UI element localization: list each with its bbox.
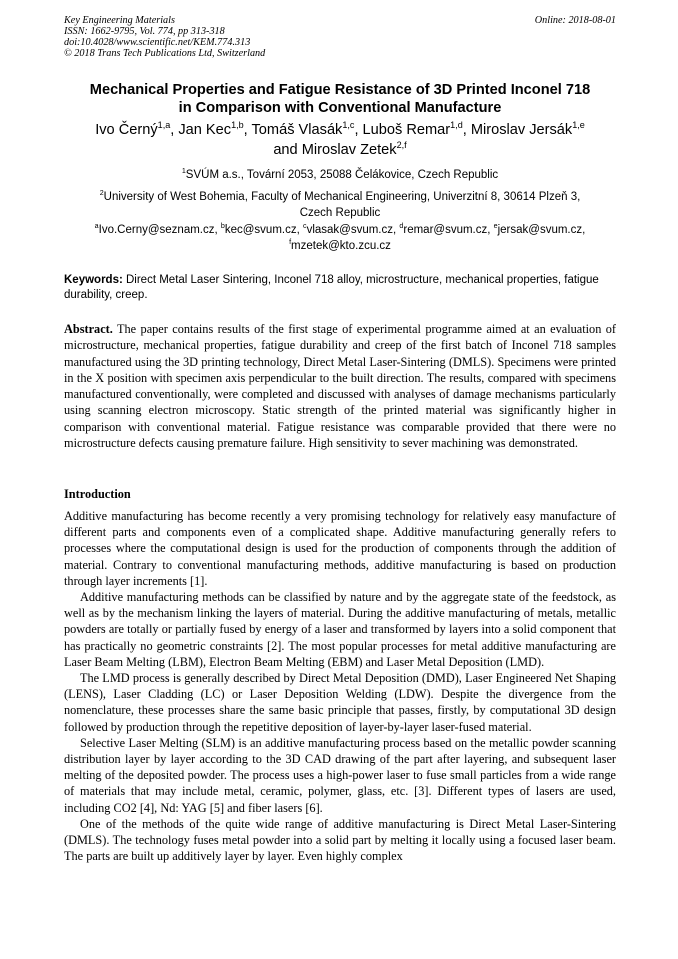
email-mark: c bbox=[303, 222, 307, 231]
title-line-2: in Comparison with Conventional Manufacture bbox=[178, 99, 502, 116]
affiliation-2 bbox=[64, 189, 616, 221]
author-separator: , bbox=[243, 122, 252, 138]
author-list bbox=[64, 120, 616, 160]
keywords-label: Keywords: bbox=[64, 274, 123, 286]
author-name: Miroslav Zetek bbox=[301, 142, 397, 158]
copyright-line: © 2018 Trans Tech Publications Ltd, Switzerland bbox=[64, 48, 266, 59]
paper-title bbox=[64, 82, 616, 117]
issn-line: ISSN: 1662-9795, Vol. 774, pp 313-318 bbox=[64, 26, 225, 37]
author-name: Miroslav Jersák bbox=[470, 122, 573, 138]
affiliation-2-line-2: Czech Republic bbox=[299, 207, 381, 219]
affiliation-text: University of West Bohemia, Faculty of Mechanical Engineering, Univerzitní 8, 30614 Plzeň 3, bbox=[103, 191, 581, 203]
email-address: vlasak@svum.cz, bbox=[306, 224, 400, 236]
affiliation-mark: 2 bbox=[99, 189, 104, 198]
affiliation-text: SVÚM a.s., Tovární 2053, 25088 Čelákovice, Czech Republic bbox=[185, 169, 499, 181]
introduction-body bbox=[64, 508, 616, 864]
author-name: Tomáš Vlasák bbox=[251, 122, 343, 138]
email-mark: f bbox=[289, 238, 292, 247]
journal-name: Key Engineering Materials bbox=[64, 15, 175, 26]
email-line-2 bbox=[64, 238, 616, 254]
paragraph: Additive manufacturing methods can be classified by nature and by the aggregate state of the feedstock, as well as by the mechanism linking the layers of material. During the additive manufacturing of metals, metallic powders are totally or partially fused by energy of a laser and transformed by layers into a solid component that has practically no geometric constraints [2]. The most popular processes for metal additive manufacturing are Laser Beam Melting (LBM), Electron Beam Melting (EBM) and Laser Metal Deposition (LMD). bbox=[64, 590, 616, 669]
paragraph: The LMD process is generally described by Direct Metal Deposition (DMD), Laser Engineered Net Shaping (LENS), Laser Cladding (LC) or Laser Deposition Welding (LDW). Despite the divergence from the nomenclature, these processes share the same basic principle that passes, firstly, by computational 3D design followed by production through the repetitive deposition of layer-by-layer laser-fused material. bbox=[64, 671, 616, 734]
email-address: remar@svum.cz, bbox=[403, 224, 494, 236]
paragraph: Selective Laser Melting (SLM) is an additive manufacturing process based on the metallic powder scanning distribution layer by layer according to the 3D CAD drawing of the part after layering, and subsequent laser melting of the deposited powder. The process uses a high-power laser to fuse small particles from a wide range of materials that may include metal, ceramic, polymer, glass, etc. [3]. Different types of lasers are used, including CO2 [4], Nd: YAG [5] and fiber lasers [6]. bbox=[64, 735, 616, 815]
author-affil-mark: 1,a bbox=[157, 120, 171, 131]
email-list bbox=[64, 222, 616, 254]
affiliation-2-line-1 bbox=[64, 189, 616, 205]
author-affil-mark: 2,f bbox=[396, 140, 407, 151]
paragraph: One of the methods of the quite wide range of additive manufacturing is Direct Metal Laser-Sintering (DMLS). The technology fuses metal powder into a solid part by melting it locally using a focused laser beam. The parts are built up additively layer by layer. Even highly complex bbox=[64, 816, 616, 864]
email-mark: e bbox=[493, 222, 498, 231]
paragraph: Additive manufacturing has become recently a very promising technology for relatively easy manufacture of different parts and components even of a complicated shape. Additive manufacturing generally refers to processes where the computational design is used for the production of components through the addition of material. Contrary to conventional manufacturing methods, additive manufacturing is based on production through layer increments [1]. bbox=[64, 509, 616, 588]
abstract-block bbox=[64, 321, 616, 451]
abstract-text: The paper contains results of the first stage of experimental programme aimed at an evaluation of microstructure, mechanical properties, fatigue durability and creep of the first batch of Inconel 718 samples manufactured using the 3D printing technology, Direct Metal Laser-Sintering (DMLS). Specimens were printed in the X position with specimen axis perpendicular to the built direction. The results, compared with specimens manufactured conventionally, were completed and discussed with analyses of damage mechanisms particularly using scanning electron microscopy. Static strength of the printed material was significantly higher in comparison with conventional material. Fatigue resistance was comparable provided that there were no microstructure defects causing premature failure. High sensitivity to sever machining was demonstrated. bbox=[64, 322, 616, 450]
author-separator: , bbox=[462, 122, 471, 138]
keywords-text: Direct Metal Laser Sintering, Inconel 718 alloy, microstructure, mechanical properties, fatigue durability, creep. bbox=[64, 274, 599, 301]
affiliation-1 bbox=[64, 167, 616, 183]
online-date: Online: 2018-08-01 bbox=[534, 15, 616, 26]
email-address: mzetek@kto.zcu.cz bbox=[291, 240, 391, 252]
author-affil-mark: 1,d bbox=[450, 120, 463, 131]
email-mark: b bbox=[220, 222, 225, 231]
affiliation-mark: 1 bbox=[181, 167, 186, 176]
author-separator: , bbox=[170, 122, 179, 138]
email-line-1 bbox=[64, 222, 616, 238]
running-header bbox=[64, 15, 616, 59]
author-line-1 bbox=[64, 120, 616, 140]
author-and: and bbox=[273, 142, 302, 158]
email-mark: d bbox=[399, 222, 404, 231]
author-line-2 bbox=[64, 140, 616, 160]
doi-line: doi:10.4028/www.scientific.net/KEM.774.313 bbox=[64, 37, 251, 48]
section-heading-introduction: Introduction bbox=[64, 487, 131, 501]
author-affil-mark: 1,b bbox=[231, 120, 244, 131]
abstract-label: Abstract. bbox=[64, 322, 113, 336]
author-affil-mark: 1,e bbox=[572, 120, 585, 131]
email-mark: a bbox=[94, 222, 99, 231]
author-affil-mark: 1,c bbox=[342, 120, 355, 131]
email-address: jersak@svum.cz, bbox=[497, 224, 586, 236]
keywords-block bbox=[64, 273, 616, 303]
author-name: Jan Kec bbox=[178, 122, 232, 138]
author-name: Luboš Remar bbox=[362, 122, 451, 138]
author-name: Ivo Černý bbox=[95, 122, 158, 138]
email-address: kec@svum.cz, bbox=[224, 224, 303, 236]
author-separator: , bbox=[354, 122, 363, 138]
email-address: Ivo.Cerny@seznam.cz, bbox=[98, 224, 221, 236]
title-line-1: Mechanical Properties and Fatigue Resistance of 3D Printed Inconel 718 bbox=[89, 82, 591, 98]
